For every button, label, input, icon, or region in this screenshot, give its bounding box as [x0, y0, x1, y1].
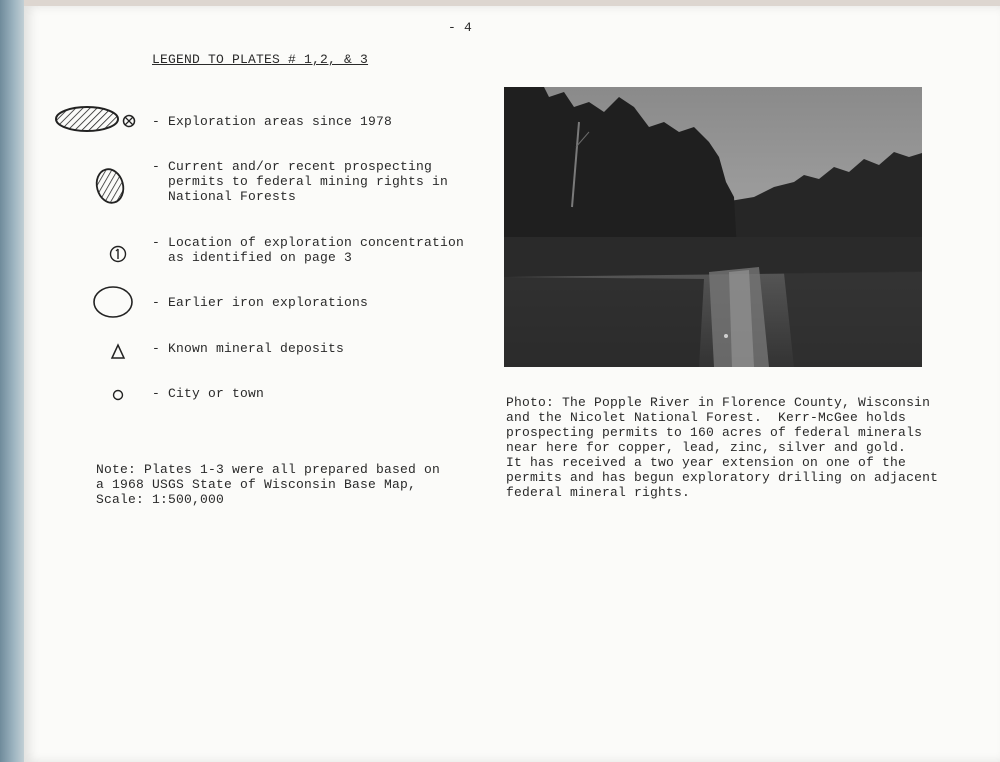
caption-line-6: permits and has begun exploratory drilling on adjacent	[506, 470, 939, 485]
legend-text-location-line-1: - Location of exploration concentration	[152, 235, 465, 250]
caption-line-1: Photo: The Popple River in Florence County, Wisconsin	[506, 395, 931, 410]
legend-text-permits-line-3: National Forests	[152, 189, 297, 204]
legend-text-city-town: - City or town	[152, 386, 265, 401]
caption-line-2: and the Nicolet National Forest. Kerr-McGee holds	[506, 410, 907, 425]
legend-text-permits-line-1: - Current and/or recent prospecting	[152, 159, 433, 174]
note-line-2: a 1968 USGS State of Wisconsin Base Map,	[96, 477, 417, 492]
legend-text-location-line-2: as identified on page 3	[152, 250, 353, 265]
river-photo	[504, 87, 922, 367]
note-line-3: Scale: 1:500,000	[96, 492, 225, 507]
caption-line-4: near here for copper, lead, zinc, silver and gold.	[506, 440, 907, 455]
caption-line-7: federal mineral rights.	[506, 485, 691, 500]
legend-text-exploration-areas: - Exploration areas since 1978	[152, 114, 393, 129]
large-circle-icon	[90, 284, 136, 320]
binder-edge	[0, 0, 26, 762]
page-number: - 4	[448, 20, 473, 35]
legend-text-mineral-deposits: - Known mineral deposits	[152, 341, 345, 356]
caption-line-5: It has received a two year extension on one of the	[506, 455, 907, 470]
legend-title: LEGEND TO PLATES # 1,2, & 3	[152, 52, 369, 67]
caption-line-3: prospecting permits to 160 acres of federal minerals	[506, 425, 923, 440]
hatched-oval-icon	[92, 166, 128, 206]
hatched-ellipse-crossed-circle-icon	[52, 103, 142, 135]
note-line-1: Note: Plates 1-3 were all prepared based on	[96, 462, 441, 477]
triangle-icon	[108, 342, 128, 360]
small-circle-icon	[110, 387, 126, 403]
legend-text-permits-line-2: permits to federal mining rights in	[152, 174, 449, 189]
legend-text-iron-explorations: - Earlier iron explorations	[152, 295, 369, 310]
circled-number-one-icon	[108, 244, 128, 264]
